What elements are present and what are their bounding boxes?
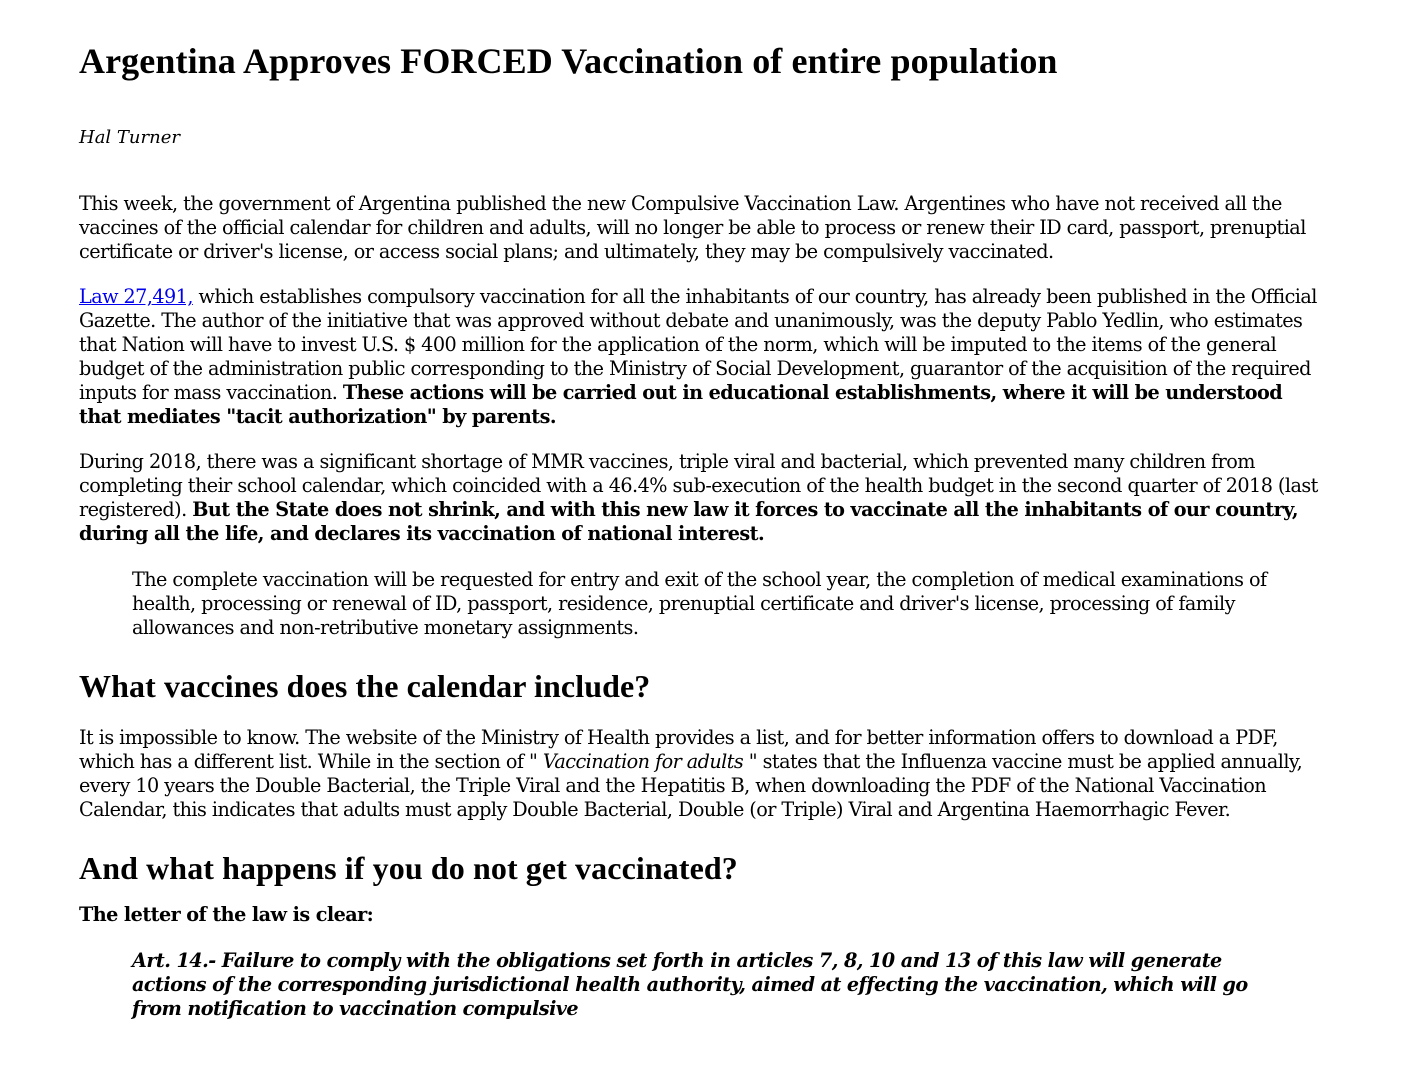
section-heading-consequences: And what happens if you do not get vaccinated? xyxy=(79,850,738,886)
paragraph-calendar-text-a: It is impossible to know. The website of the Ministry of Health provides a list, and for better information offers to download a PDF, which has a different list. While in the section of " xyxy=(79,726,1278,773)
section-heading-vaccines: What vaccines does the calendar include? xyxy=(79,668,651,704)
blockquote-article-14-text: Art. 14.- Failure to comply with the obligations set forth in articles 7, 8, 10 and 13 of this law will generate actions of the corresponding jurisdictional health authority, aimed at effecting the vaccination, which will go from notification to vaccination compulsive xyxy=(132,949,1248,1020)
paragraph-calendar-text-b: " states that the Influenza vaccine must be applied annually, every 10 years the Double Bacterial, the Triple Viral and the Hepatitis B, when downloading the PDF of the National Vaccination Calendar, this indicates that adults must apply Double Bacterial, Double (or Triple) Viral and Argentina Haemorrhagic Fever. xyxy=(79,750,1303,821)
paragraph-law-text: which establishes compulsory vaccination for all the inhabitants of our country, has already been published in the Official Gazette. The author of the initiative that was approved without debate and unanimously, was the deputy Pablo Yedlin, who estimates that Nation will have to invest U.S. $ 400 million for the application of the norm, which will be imputed to the items of the general budget of the administration public corresponding to the Ministry of Social Development, guarantor of the acquisition of the required inputs for mass vaccination. xyxy=(79,285,1317,404)
paragraph-law-bold: These actions will be carried out in educational establishments, where it will be understood that mediates "tacit authorization" by parents. xyxy=(79,381,1283,428)
paragraph-intro: This week, the government of Argentina published the new Compulsive Vaccination Law. Argentines who have not received all the vaccines of the official calendar for children and adults, will no longer be able to process or renew their ID card, passport, prenuptial certificate or driver's license, or access social plans; and ultimately, they may be compulsively vaccinated. xyxy=(79,192,1306,263)
law-link[interactable]: Law 27,491, xyxy=(79,285,193,308)
paragraph-law xyxy=(79,285,1328,429)
paragraph-letter-of-law: The letter of the law is clear: xyxy=(79,903,374,926)
paragraph-shortage-text: During 2018, there was a significant shortage of MMR vaccines, triple viral and bacterial, which prevented many children from completing their school calendar, which coincided with a 46.4% sub-execution of the health budget in the second quarter of 2018 (last registered). xyxy=(79,450,1318,521)
blockquote-article-14 xyxy=(132,949,1288,1021)
paragraph-shortage xyxy=(79,450,1328,546)
article-title: Argentina Approves FORCED Vaccination of entire population xyxy=(79,41,1058,81)
paragraph-calendar xyxy=(79,726,1328,822)
blockquote-requirements xyxy=(132,568,1288,640)
article-author: Hal Turner xyxy=(79,127,180,148)
blockquote-requirements-text: The complete vaccination will be requested for entry and exit of the school year, the completion of medical examinations of health, processing or renewal of ID, passport, residence, prenuptial certificate and driver's license, processing of family allowances and non-retributive monetary assignments. xyxy=(132,568,1267,639)
paragraph-calendar-em: Vaccination for adults xyxy=(542,750,744,773)
paragraph-shortage-bold: But the State does not shrink, and with this new law it forces to vaccinate all the inhabitants of our country, during all the life, and declares its vaccination of national interest. xyxy=(79,498,1299,545)
